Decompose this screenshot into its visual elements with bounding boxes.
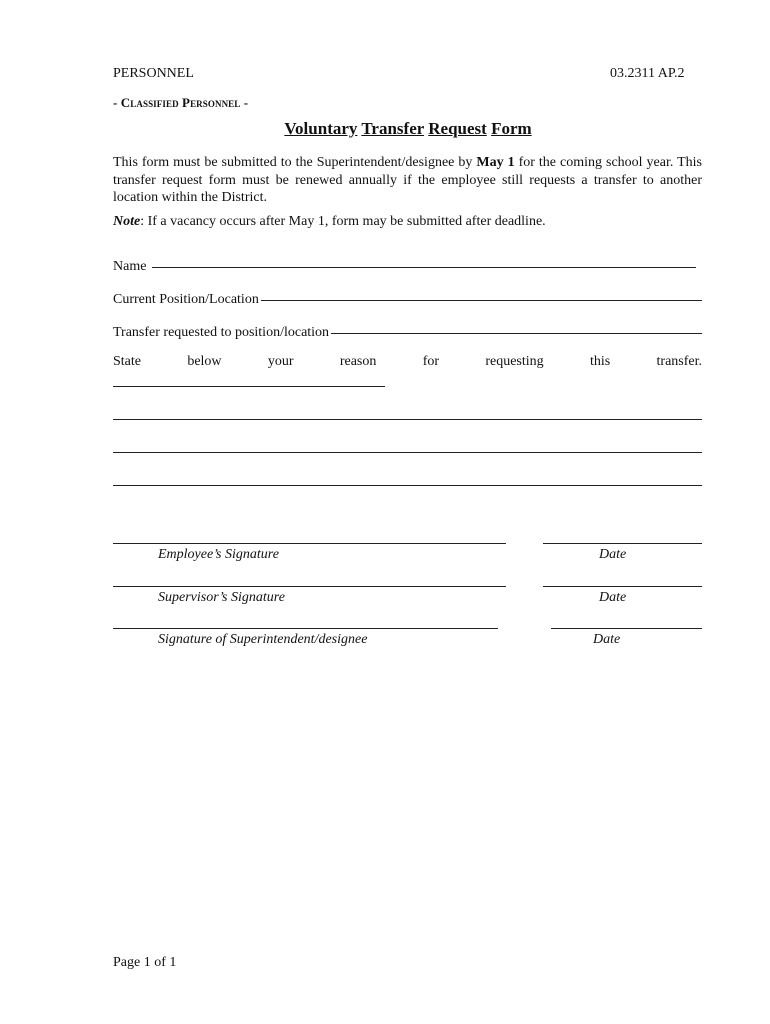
subheader: - Classified Personnel - [113, 95, 249, 110]
page-number: Page 1 of 1 [113, 955, 177, 970]
intro-paragraph [113, 154, 702, 207]
supervisor-signature-line[interactable] [113, 586, 506, 587]
deadline-date: May 1 [476, 155, 515, 170]
title-word: Voluntary [284, 119, 358, 138]
superintendent-signature-label: Signature of Superintendent/designee [158, 632, 368, 647]
supervisor-date-line[interactable] [543, 586, 702, 587]
header-section: PERSONNEL [113, 66, 194, 81]
transfer-requested-field[interactable] [113, 321, 702, 341]
reason-word: below [187, 354, 222, 369]
title-word: Request [428, 119, 487, 138]
reason-word: transfer. [656, 354, 702, 369]
reason-word: your [267, 354, 294, 369]
superintendent-date-label: Date [593, 632, 621, 647]
reason-word: this [589, 354, 611, 369]
policy-code: 03.2311 AP.2 [610, 66, 685, 81]
superintendent-signature-line[interactable] [113, 628, 498, 629]
reason-input-line[interactable] [113, 419, 702, 420]
page-title [113, 119, 703, 139]
reason-input-line[interactable] [113, 485, 702, 486]
title-word: Form [491, 119, 532, 138]
reason-input-line[interactable] [113, 386, 385, 387]
employee-signature-label: Employee’s Signature [158, 547, 279, 562]
employee-date-line[interactable] [543, 543, 702, 544]
transfer-requested-label: Transfer requested to position/location [113, 325, 330, 340]
reason-word: State [113, 354, 141, 369]
reason-prompt [113, 354, 702, 370]
current-position-field[interactable] [113, 288, 702, 308]
note-label: Note [113, 214, 141, 229]
current-position-input-line[interactable] [261, 286, 702, 301]
note-paragraph [113, 214, 546, 230]
name-label: Name [113, 259, 147, 274]
supervisor-signature-label: Supervisor’s Signature [158, 590, 285, 605]
employee-signature-line[interactable] [113, 543, 506, 544]
reason-input-line[interactable] [113, 452, 702, 453]
intro-text: This form must be submitted to the Superintendent/designee by [113, 155, 477, 170]
intro-text-rest: for the coming school year. This transfer request form must be renewed annually if the employee still requests a transfer to another location within the District. [113, 155, 703, 205]
title-word: Transfer [361, 119, 424, 138]
superintendent-date-line[interactable] [551, 628, 702, 629]
transfer-requested-input-line[interactable] [331, 319, 702, 334]
supervisor-date-label: Date [599, 590, 627, 605]
reason-word: requesting [485, 354, 544, 369]
employee-date-label: Date [599, 547, 627, 562]
reason-word: reason [339, 354, 377, 369]
name-input-line[interactable] [152, 253, 696, 268]
reason-word: for [422, 354, 440, 369]
note-text: : If a vacancy occurs after May 1, form may be submitted after deadline. [140, 214, 546, 229]
name-field[interactable] [113, 255, 702, 275]
current-position-label: Current Position/Location [113, 292, 259, 307]
